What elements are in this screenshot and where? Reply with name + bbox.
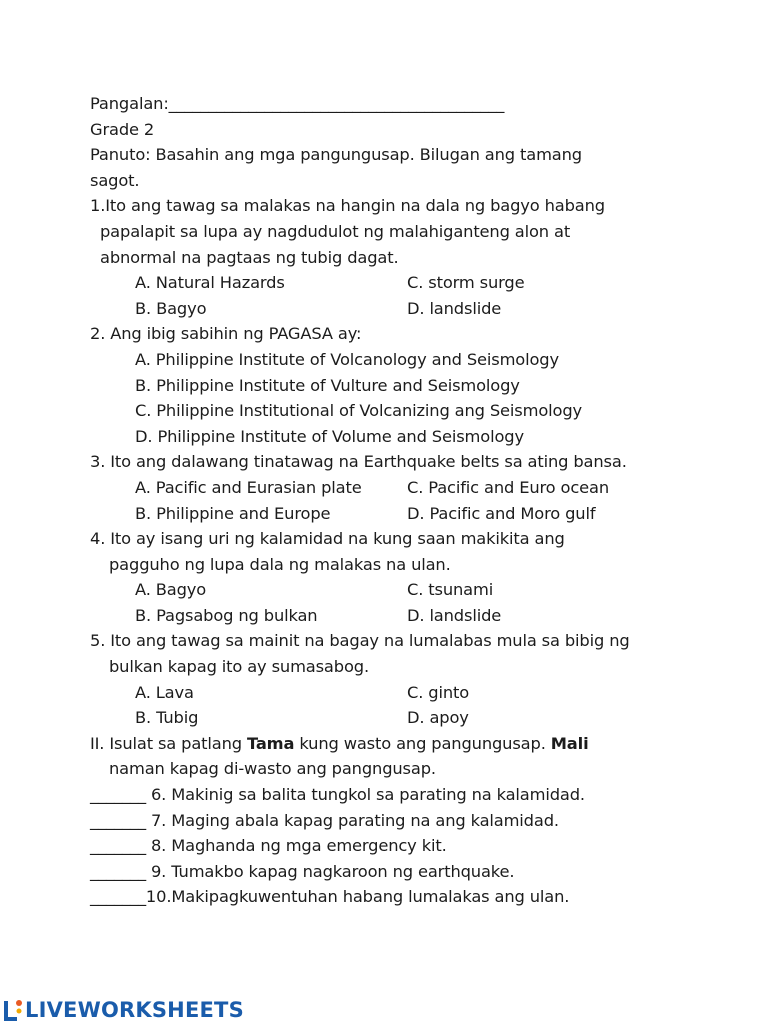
q2-option-b[interactable]: B. Philippine Institute of Vulture and Seismology — [135, 375, 520, 395]
q5-option-c[interactable]: C. ginto — [407, 682, 470, 702]
q1-option-a[interactable]: A. Natural Hazards — [135, 273, 285, 293]
q3-options-row-2 — [90, 501, 690, 527]
q4-text-2: pagguho ng lupa dala ng malakas na ulan. — [109, 554, 451, 574]
q1-text-1: 1.Ito ang tawag sa malakas na hangin na dala ng bagyo habang — [90, 196, 605, 216]
q5-options-row-1 — [90, 680, 690, 706]
part2-tama: Tama — [246, 733, 295, 753]
q1-options-row-1 — [90, 270, 690, 296]
part2-instruction-1 — [90, 731, 690, 757]
q5-text-2: bulkan kapag ito ay sumasabog. — [109, 657, 369, 677]
instruction-line-1: Panuto: Basahin ang mga pangungusap. Bilugan ang tamang — [90, 145, 582, 165]
part2-instruction-2: naman kapag di-wasto ang pangngusap. — [109, 759, 436, 779]
q3-option-b[interactable]: B. Philippine and Europe — [135, 503, 331, 523]
q1-text-3: abnormal na pagtaas ng tubig dagat. — [100, 247, 399, 267]
name-line: Pangalan:__________________________________________ — [90, 94, 505, 113]
q1-option-d[interactable]: D. landslide — [407, 298, 502, 318]
part2-mali: Mali — [550, 733, 589, 753]
q2-option-a-row — [90, 347, 690, 373]
q1-text-2: papalapit sa lupa ay nagdudulot ng malahiganteng alon at — [100, 221, 571, 241]
part2-mid: kung wasto ang pangungusap. — [294, 733, 551, 753]
q2-option-d-row — [90, 424, 690, 450]
q1-option-c[interactable]: C. storm surge — [407, 273, 525, 293]
liveworksheets-footer[interactable] — [4, 995, 244, 1025]
q2-option-c-row — [90, 398, 690, 424]
q4-option-c[interactable]: C. tsunami — [407, 580, 494, 600]
worksheet — [90, 91, 690, 910]
q4-options-row-2 — [90, 603, 690, 629]
q5-option-d[interactable]: D. apoy — [407, 708, 469, 728]
q3-option-c[interactable]: C. Pacific and Euro ocean — [407, 477, 609, 497]
q4-option-b[interactable]: B. Pagsabog ng bulkan — [135, 605, 318, 625]
tf-item-10[interactable]: _______10.Makipagkuwentuhan habang lumalakas ang ulan. — [90, 887, 570, 907]
tf-item-8[interactable]: _______ 8. Maghanda ng mga emergency kit. — [90, 836, 447, 856]
q5-option-a[interactable]: A. Lava — [135, 682, 194, 702]
tf-item-9[interactable]: _______ 9. Tumakbo kapag nagkaroon ng earthquake. — [90, 861, 515, 881]
q5-text-1: 5. Ito ang tawag sa mainit na bagay na lumalabas mula sa bibig ng — [90, 631, 630, 651]
tf-item-6[interactable]: _______ 6. Makinig sa balita tungkol sa parating na kalamidad. — [90, 785, 585, 805]
tf-item-7[interactable]: _______ 7. Maging abala kapag parating na ang kalamidad. — [90, 810, 559, 830]
q3-option-d[interactable]: D. Pacific and Moro gulf — [407, 503, 596, 523]
liveworksheets-logo-icon — [4, 998, 24, 1022]
grade-label: Grade 2 — [90, 119, 155, 139]
q4-options-row-1 — [90, 577, 690, 603]
q2-option-b-row — [90, 373, 690, 399]
q4-text-1: 4. Ito ay isang uri ng kalamidad na kung saan makikita ang — [90, 529, 565, 549]
q3-option-a[interactable]: A. Pacific and Eurasian plate — [135, 477, 362, 497]
q5-option-b[interactable]: B. Tubig — [135, 708, 199, 728]
q2-option-a[interactable]: A. Philippine Institute of Volcanology and Seismology — [135, 349, 559, 369]
q1-option-b[interactable]: B. Bagyo — [135, 298, 207, 318]
q5-options-row-2 — [90, 705, 690, 731]
q1-options-row-2 — [90, 296, 690, 322]
instruction-line-2: sagot. — [90, 170, 140, 190]
liveworksheets-brand: LIVEWORKSHEETS — [25, 998, 244, 1022]
part2-pre: II. Isulat sa patlang — [90, 733, 247, 753]
q3-text-1: 3. Ito ang dalawang tinatawag na Earthquake belts sa ating bansa. — [90, 452, 627, 472]
q2-option-d[interactable]: D. Philippine Institute of Volume and Seismology — [135, 426, 524, 446]
q2-text-1: 2. Ang ibig sabihin ng PAGASA ay: — [90, 324, 362, 344]
q4-option-a[interactable]: A. Bagyo — [135, 580, 207, 600]
q3-options-row-1 — [90, 475, 690, 501]
q4-option-d[interactable]: D. landslide — [407, 605, 502, 625]
q2-option-c[interactable]: C. Philippine Institutional of Volcanizing ang Seismology — [135, 401, 582, 421]
